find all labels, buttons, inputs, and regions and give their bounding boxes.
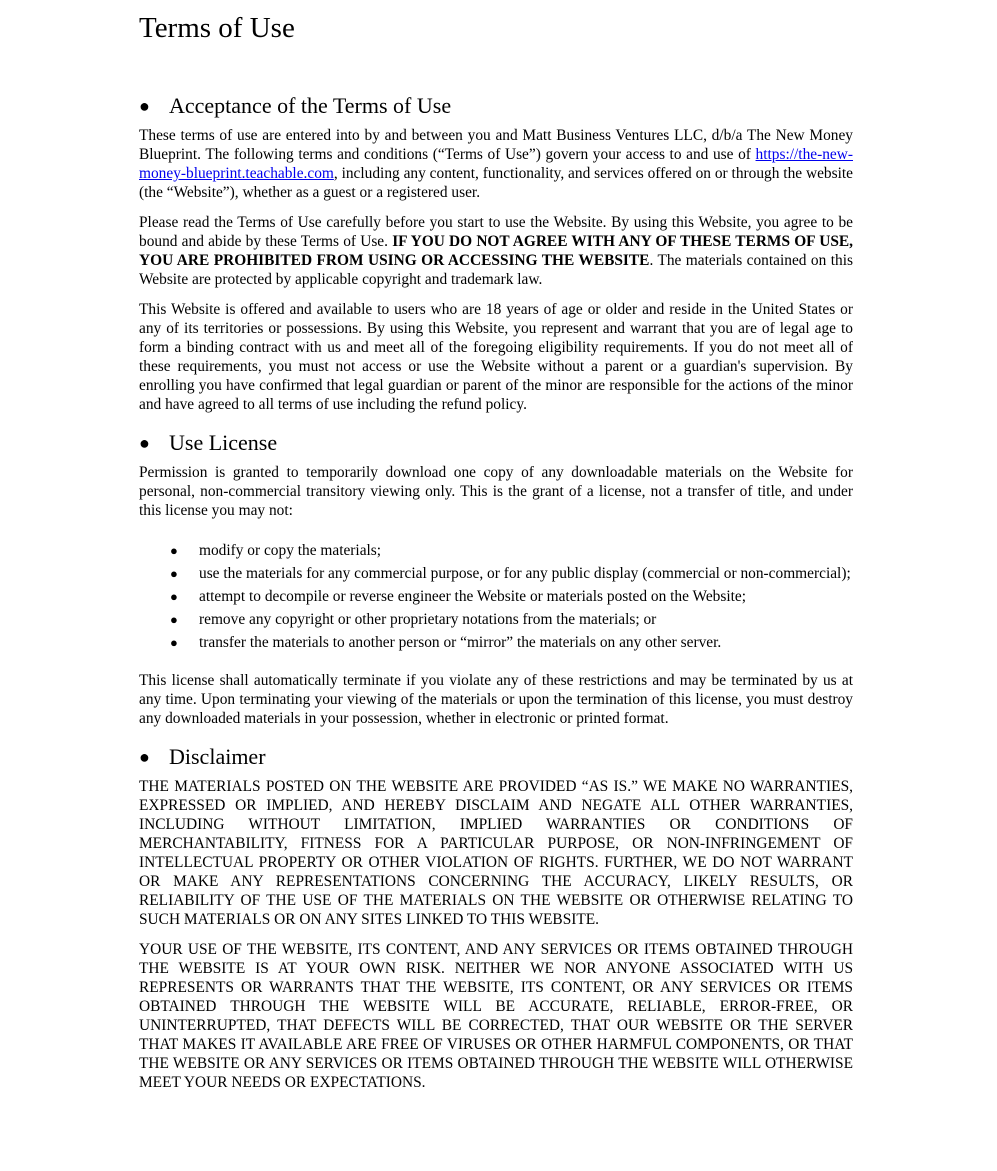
section-heading-use-license	[139, 429, 853, 457]
license-paragraph-1: Permission is granted to temporarily download one copy of any downloadable materials on the Website for personal, non-commercial transitory viewing only. This is the grant of a license, not a transfer of title, and under this license you may not:	[139, 464, 853, 519]
list-item	[139, 587, 853, 606]
bold-warning: IF YOU DO NOT AGREE WITH ANY OF THESE TERMS OF USE, YOU ARE PROHIBITED FROM USING OR ACCESSING THE WEBSITE	[139, 233, 853, 269]
bullet-icon: ●	[170, 612, 178, 627]
bullet-icon: ●	[139, 433, 150, 453]
bullet-icon: ●	[139, 96, 150, 116]
section-heading-acceptance	[139, 92, 853, 120]
list-item	[139, 610, 853, 629]
text-span: These terms of use are entered into by and between you and Matt Business Ventures LLC, d/b/a The New Money Blueprint. The following terms and conditions (“Terms of Use”) govern your access to and use of	[139, 127, 853, 163]
section-heading-text: Disclaimer	[169, 744, 266, 769]
list-item	[139, 633, 853, 652]
list-item-text: transfer the materials to another person or “mirror” the materials on any other server.	[199, 634, 722, 651]
section-heading-text: Use License	[169, 430, 278, 455]
website-link[interactable]: https://the-new-money-blueprint.teachable.com	[139, 146, 853, 182]
bullet-icon: ●	[170, 566, 178, 581]
list-item-text: use the materials for any commercial purpose, or for any public display (commercial or non-commercial);	[199, 565, 851, 582]
bullet-icon: ●	[139, 747, 150, 767]
bullet-icon: ●	[170, 589, 178, 604]
text-span: . The materials contained on this Website are protected by applicable copyright and trademark law.	[139, 252, 853, 288]
acceptance-paragraph-2	[139, 213, 853, 289]
list-item	[139, 541, 853, 560]
text-span: , including any content, functionality, and services offered on or through the website (the “Website”), whether as a guest or a registered user.	[139, 165, 853, 201]
bullet-icon: ●	[170, 635, 178, 650]
section-heading-disclaimer	[139, 743, 853, 771]
list-item	[139, 564, 853, 583]
list-item-text: modify or copy the materials;	[199, 542, 382, 559]
bullet-icon: ●	[170, 543, 178, 558]
list-item-text: remove any copyright or other proprietary notations from the materials; or	[199, 611, 657, 628]
acceptance-paragraph-1	[139, 126, 853, 202]
disclaimer-paragraph-2: YOUR USE OF THE WEBSITE, ITS CONTENT, AND ANY SERVICES OR ITEMS OBTAINED THROUGH THE WEBSITE IS AT YOUR OWN RISK. NEITHER WE NOR ANYONE ASSOCIATED WITH US REPRESENTS OR WARRANTS THAT THE WEBSITE, ITS CONTENT, OR ANY SERVICES OR ITEMS OBTAINED THROUGH THE WEBSITE WILL BE ACCURATE, RELIABLE, ERROR-FREE, OR UNINTERRUPTED, THAT DEFECTS WILL BE CORRECTED, THAT OUR WEBSITE OR THE SERVER THAT MAKES IT AVAILABLE ARE FREE OF VIRUSES OR OTHER HARMFUL COMPONENTS, OR THAT THE WEBSITE OR ANY SERVICES OR ITEMS OBTAINED THROUGH THE WEBSITE WILL OTHERWISE MEET YOUR NEEDS OR EXPECTATIONS.	[139, 941, 853, 1091]
page-title: Terms of Use	[139, 12, 295, 44]
restrictions-list	[139, 541, 853, 652]
section-heading-text: Acceptance of the Terms of Use	[169, 93, 452, 118]
text-span: Please read the Terms of Use carefully before you start to use the Website. By using this Website, you agree to be bound and abide by these Terms of Use.	[139, 214, 853, 250]
document-page	[139, 10, 853, 1103]
disclaimer-paragraph-1: THE MATERIALS POSTED ON THE WEBSITE ARE PROVIDED “AS IS.” WE MAKE NO WARRANTIES, EXPRESSED OR IMPLIED, AND HEREBY DISCLAIM AND NEGATE ALL OTHER WARRANTIES, INCLUDING WITHOUT LIMITATION, IMPLIED WARRANTIES OR CONDITIONS OF MERCHANTABILITY, FITNESS FOR A PARTICULAR PURPOSE, OR NON-INFRINGEMENT OF INTELLECTUAL PROPERTY OR OTHER VIOLATION OF RIGHTS. FURTHER, WE DO NOT WARRANT OR MAKE ANY REPRESENTATIONS CONCERNING THE ACCURACY, LIKELY RESULTS, OR RELIABILITY OF THE USE OF THE MATERIALS ON THE WEBSITE OR OTHERWISE RELATING TO SUCH MATERIALS OR ON ANY SITES LINKED TO THIS WEBSITE.	[139, 778, 853, 928]
acceptance-paragraph-3: This Website is offered and available to users who are 18 years of age or older and reside in the United States or any of its territories or possessions. By using this Website, you represent and warrant that you are of legal age to form a binding contract with us and meet all of the foregoing eligibility requirements. If you do not meet all of these requirements, you must not access or use the Website without a parent or a guardian's supervision. By enrolling you have confirmed that legal guardian or parent of the minor are responsible for the actions of the minor and have agreed to all terms of use including the refund policy.	[139, 301, 853, 413]
license-paragraph-2: This license shall automatically terminate if you violate any of these restrictions and may be terminated by us at any time. Upon terminating your viewing of the materials or upon the termination of this license, you must destroy any downloaded materials in your possession, whether in electronic or printed format.	[139, 672, 853, 727]
list-item-text: attempt to decompile or reverse engineer the Website or materials posted on the Website;	[199, 588, 746, 605]
